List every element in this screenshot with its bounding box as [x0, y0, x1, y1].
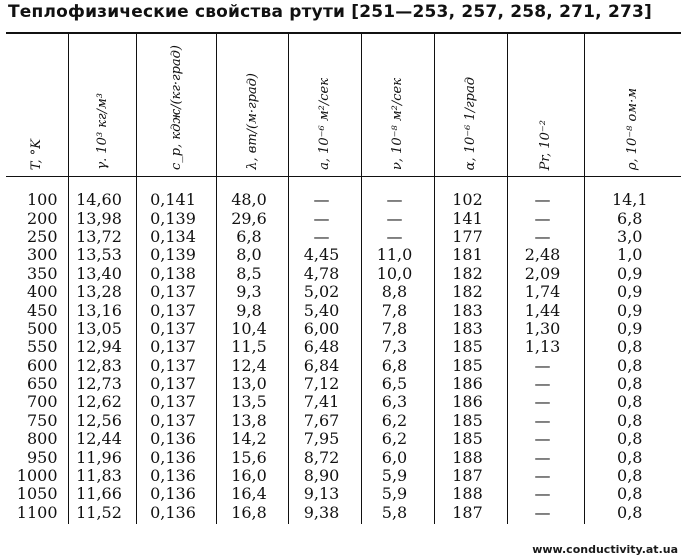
table-cell: 6,3: [361, 393, 434, 411]
table-cell: 102: [434, 177, 507, 210]
table-row: [6, 283, 681, 301]
table-cell: 0,8: [584, 504, 681, 524]
table-cell: 0,8: [584, 357, 681, 375]
table-cell: —: [288, 209, 361, 227]
table-cell: 7,8: [361, 301, 434, 319]
table-cell: 200: [26, 208, 58, 228]
table-cell: 13,28: [68, 283, 136, 301]
table-cell: 0,8: [584, 467, 681, 485]
table-cell: 185: [434, 412, 507, 430]
table-cell: 15,6: [216, 448, 288, 466]
table-cell: 7,3: [361, 338, 434, 356]
table-cell: 29,6: [216, 209, 288, 227]
table-cell: —: [361, 209, 434, 227]
table-cell: 6,8: [216, 228, 288, 246]
table-cell: 1050: [16, 484, 58, 504]
table-cell: 182: [434, 265, 507, 283]
table-row: [6, 338, 681, 356]
table-cell: —: [288, 177, 361, 210]
table-cell: 8,90: [288, 467, 361, 485]
table-cell: 7,8: [361, 320, 434, 338]
table-cell: 1,44: [507, 301, 584, 319]
mercury-properties-table: [6, 32, 681, 524]
table-cell: 7,95: [288, 430, 361, 448]
table-cell: 950: [26, 447, 58, 467]
table-cell: 16,4: [216, 485, 288, 503]
table-row: [6, 320, 681, 338]
table-cell: 14,2: [216, 430, 288, 448]
table-cell: 183: [434, 320, 507, 338]
table-cell: 10,0: [361, 265, 434, 283]
table-cell: 0,136: [136, 448, 216, 466]
column-header-thermal-diffusivity: a, 10⁻⁶ м²/сек: [288, 33, 361, 177]
table-cell: 500: [26, 318, 58, 338]
table-cell: 0,9: [584, 320, 681, 338]
column-header-heat-capacity: c_p, кдж/(кг·град): [136, 33, 216, 177]
table-cell: 12,94: [68, 338, 136, 356]
table-cell: 183: [434, 301, 507, 319]
table-cell: 13,5: [216, 393, 288, 411]
table-row: [6, 412, 681, 430]
table-cell: 14,1: [584, 177, 681, 210]
table-cell: 5,02: [288, 283, 361, 301]
column-header-thermal-conductivity: λ, вт/(м·град): [216, 33, 288, 177]
table-cell: 0,9: [584, 283, 681, 301]
table-cell: 550: [26, 337, 58, 357]
column-header-temperature: T, °K: [6, 33, 68, 177]
table-cell: 7,67: [288, 412, 361, 430]
table-cell: 4,78: [288, 265, 361, 283]
table-cell: 1,74: [507, 283, 584, 301]
table-cell: 600: [26, 355, 58, 375]
table-cell: 9,13: [288, 485, 361, 503]
table-cell: 185: [434, 430, 507, 448]
table-cell: 0,137: [136, 338, 216, 356]
table-cell: 11,96: [68, 448, 136, 466]
table-cell: 12,62: [68, 393, 136, 411]
table-cell: 12,44: [68, 430, 136, 448]
table-cell: —: [507, 485, 584, 503]
table-cell: —: [507, 177, 584, 210]
table-cell: 13,98: [68, 209, 136, 227]
table-cell: —: [507, 228, 584, 246]
table-cell: 187: [434, 504, 507, 524]
table-row: [6, 467, 681, 485]
table-row: [6, 246, 681, 264]
table-cell: 2,48: [507, 246, 584, 264]
table-cell: 0,8: [584, 485, 681, 503]
table-cell: 186: [434, 393, 507, 411]
table-cell: 5,9: [361, 467, 434, 485]
table-cell: 6,2: [361, 430, 434, 448]
column-header-kinematic-viscosity: ν, 10⁻⁸ м²/сек: [361, 33, 434, 177]
table-cell: 0,8: [584, 430, 681, 448]
table-cell: 0,8: [584, 338, 681, 356]
table-cell: 177: [434, 228, 507, 246]
column-header-prandtl-number: Pr, 10⁻²: [507, 33, 584, 177]
table-cell: 250: [26, 226, 58, 246]
table-cell: 0,137: [136, 283, 216, 301]
table-cell: —: [507, 375, 584, 393]
table-cell: 6,48: [288, 338, 361, 356]
table-cell: 6,5: [361, 375, 434, 393]
table-cell: 16,0: [216, 467, 288, 485]
table-row: [6, 357, 681, 375]
table-cell: 12,73: [68, 375, 136, 393]
table-cell: —: [507, 357, 584, 375]
table-cell: 1,0: [584, 246, 681, 264]
table-cell: —: [361, 177, 434, 210]
table-cell: 0,9: [584, 301, 681, 319]
table-cell: 48,0: [216, 177, 288, 210]
table-cell: 0,141: [136, 177, 216, 210]
table-cell: 350: [26, 263, 58, 283]
table-cell: 11,52: [68, 504, 136, 524]
table-cell: 9,38: [288, 504, 361, 524]
table-row: [6, 485, 681, 503]
table-cell: 12,4: [216, 357, 288, 375]
column-header-density: γ. 10³ кг/м³: [68, 33, 136, 177]
table-row: [6, 375, 681, 393]
table-cell: 450: [26, 300, 58, 320]
column-header-resistivity: ρ, 10⁻⁸ ом·м: [584, 33, 681, 177]
table-cell: 2,09: [507, 265, 584, 283]
table-cell: 1,13: [507, 338, 584, 356]
table-cell: 12,83: [68, 357, 136, 375]
table-cell: 12,56: [68, 412, 136, 430]
table-cell: 0,138: [136, 265, 216, 283]
table-cell: 0,136: [136, 467, 216, 485]
table-cell: 0,137: [136, 320, 216, 338]
table-cell: 0,137: [136, 301, 216, 319]
table-row: [6, 504, 681, 524]
table-cell: 0,137: [136, 357, 216, 375]
table-cell: 10,4: [216, 320, 288, 338]
table-cell: 14,60: [68, 177, 136, 210]
table-cell: 5,9: [361, 485, 434, 503]
table-cell: 750: [26, 410, 58, 430]
table-cell: 6,84: [288, 357, 361, 375]
table-cell: 8,0: [216, 246, 288, 264]
table-row: [6, 430, 681, 448]
table-cell: —: [288, 228, 361, 246]
table-cell: 6,8: [361, 357, 434, 375]
table-cell: 9,8: [216, 301, 288, 319]
table-cell: 3,0: [584, 228, 681, 246]
table-cell: 6,8: [584, 209, 681, 227]
table-cell: 7,41: [288, 393, 361, 411]
table-cell: 11,66: [68, 485, 136, 503]
table-cell: 141: [434, 209, 507, 227]
table-cell: 5,40: [288, 301, 361, 319]
table-cell: 186: [434, 375, 507, 393]
table-row: [6, 209, 681, 227]
table-row: [6, 301, 681, 319]
table-row: [6, 393, 681, 411]
table-cell: —: [507, 412, 584, 430]
table-cell: 1100: [16, 502, 58, 522]
table-cell: 300: [26, 245, 58, 265]
table-cell: —: [507, 467, 584, 485]
table-body: [6, 177, 681, 525]
table-cell: 0,136: [136, 504, 216, 524]
table-cell: 182: [434, 283, 507, 301]
table-cell: 13,40: [68, 265, 136, 283]
watermark: www.conductivity.at.ua: [532, 543, 678, 556]
table-cell: 0,8: [584, 375, 681, 393]
table-cell: 0,136: [136, 430, 216, 448]
table-cell: 16,8: [216, 504, 288, 524]
table-cell: 185: [434, 338, 507, 356]
table-cell: 181: [434, 246, 507, 264]
table-cell: 4,45: [288, 246, 361, 264]
table-cell: 13,8: [216, 412, 288, 430]
table-header-row: [6, 33, 681, 177]
table-cell: 6,00: [288, 320, 361, 338]
table-cell: 0,136: [136, 485, 216, 503]
table-cell: 0,137: [136, 375, 216, 393]
table-cell: 0,9: [584, 265, 681, 283]
table-cell: 8,5: [216, 265, 288, 283]
table-cell: 13,05: [68, 320, 136, 338]
table-cell: 13,0: [216, 375, 288, 393]
table-cell: 800: [26, 429, 58, 449]
table-cell: 400: [26, 282, 58, 302]
table-cell: 9,3: [216, 283, 288, 301]
table-cell: —: [361, 228, 434, 246]
table-cell: 13,72: [68, 228, 136, 246]
table-row: [6, 228, 681, 246]
table-row: [6, 265, 681, 283]
table-cell: 0,8: [584, 393, 681, 411]
table-row: [6, 177, 681, 210]
table-cell: 0,8: [584, 448, 681, 466]
column-header-expansion-coefficient: α, 10⁻⁶ 1/град: [434, 33, 507, 177]
table-cell: 11,83: [68, 467, 136, 485]
table-cell: 0,137: [136, 412, 216, 430]
table-cell: 11,0: [361, 246, 434, 264]
table-cell: 100: [26, 190, 58, 210]
table-cell: 188: [434, 448, 507, 466]
table-cell: 13,53: [68, 246, 136, 264]
table-cell: 6,0: [361, 448, 434, 466]
table-cell: 5,8: [361, 504, 434, 524]
table-cell: 0,139: [136, 246, 216, 264]
table-cell: 11,5: [216, 338, 288, 356]
table-cell: 650: [26, 374, 58, 394]
table-cell: —: [507, 430, 584, 448]
table-cell: —: [507, 448, 584, 466]
table-cell: 0,8: [584, 412, 681, 430]
table-cell: 13,16: [68, 301, 136, 319]
table-cell: 1000: [16, 466, 58, 486]
table-cell: 7,12: [288, 375, 361, 393]
table-cell: 8,8: [361, 283, 434, 301]
table-cell: —: [507, 504, 584, 524]
table-cell: 6,2: [361, 412, 434, 430]
table-cell: 0,139: [136, 209, 216, 227]
table-cell: 0,134: [136, 228, 216, 246]
table-cell: 8,72: [288, 448, 361, 466]
table-cell: 1,30: [507, 320, 584, 338]
table-cell: —: [507, 393, 584, 411]
table-cell: 185: [434, 357, 507, 375]
table-cell: —: [507, 209, 584, 227]
table-cell: 0,137: [136, 393, 216, 411]
table-cell: 187: [434, 467, 507, 485]
table-row: [6, 448, 681, 466]
table-cell: 700: [26, 392, 58, 412]
table-cell: 188: [434, 485, 507, 503]
page-title: Теплофизические свойства ртути [251—253, 257, 258, 271, 273]: [8, 2, 652, 22]
